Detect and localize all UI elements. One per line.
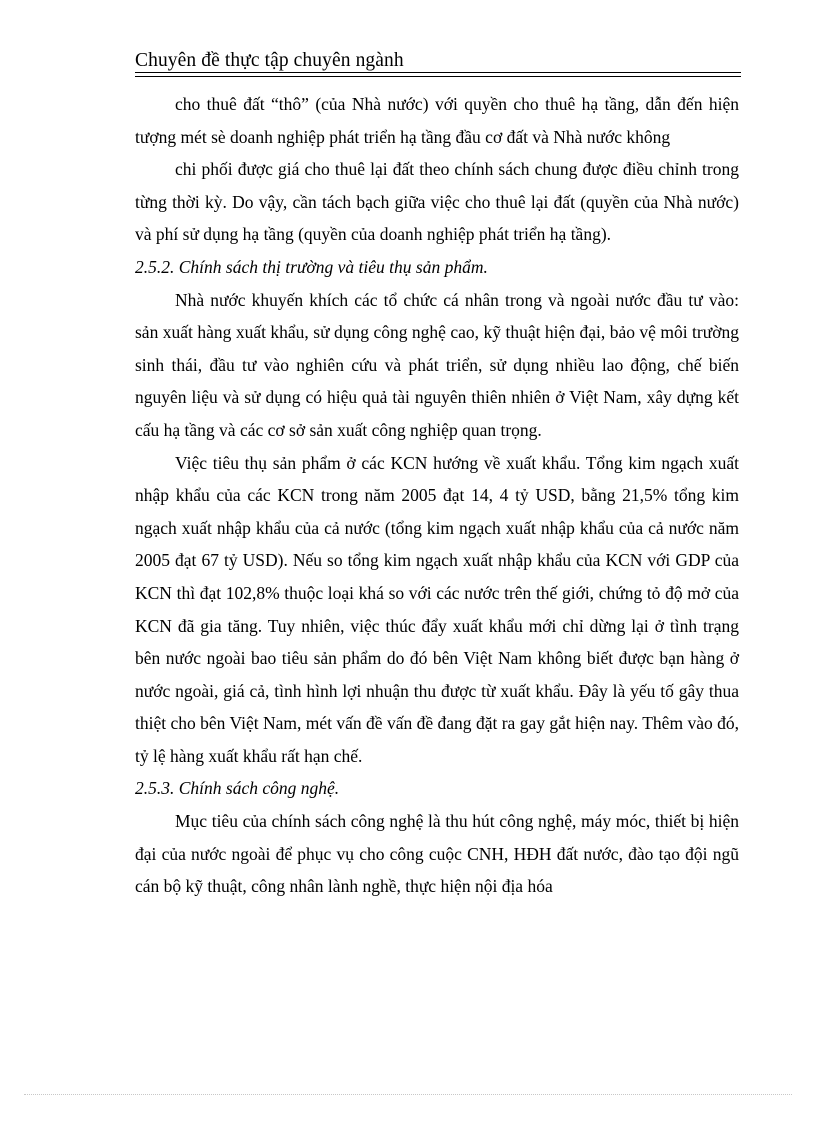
paragraph-3: Nhà nước khuyến khích các tổ chức cá nhân trong và ngoài nước đầu tư vào: sản xuất hàng xuất khẩu, sử dụng công nghệ cao, kỹ thuật hiện đại, bảo vệ môi trường sinh thái, đầu tư vào nghiên cứu và phát triển, sử dụng nhiều lao động, chế biến nguyên liệu và sử dụng có hiệu quả tài nguyên thiên nhiên ở Việt Nam, xây dựng kết cấu hạ tầng và các cơ sở sản xuất công nghiệp quan trọng.: [135, 289, 739, 440]
header-rule-secondary: [135, 76, 741, 77]
header-rule: [135, 72, 741, 73]
document-body: [135, 88, 739, 903]
page-bottom-border: [24, 1094, 792, 1095]
section-heading-2-5-2: 2.5.2. Chính sách thị trường và tiêu thụ sản phẩm.: [135, 256, 488, 277]
paragraph-2: chi phối được giá cho thuê lại đất theo chính sách chung được điều chỉnh trong từng thời kỳ. Do vậy, cần tách bạch giữa việc cho thuê lại đất (quyền của Nhà nước) và phí sử dụng hạ tầng (quyền của doanh nghiệp phát triển hạ tầng).: [135, 159, 739, 245]
section-heading-2-5-3: 2.5.3. Chính sách công nghệ.: [135, 778, 340, 799]
header-title: Chuyên đề thực tập chuyên ngành: [135, 50, 404, 71]
paragraph-1: cho thuê đất “thô” (của Nhà nước) với quyền cho thuê hạ tầng, dẫn đến hiện tượng mét sè doanh nghiệp phát triển hạ tầng đầu cơ đất và Nhà nước không: [135, 94, 739, 147]
page-header: [135, 48, 741, 74]
paragraph-5: Mục tiêu của chính sách công nghệ là thu hút công nghệ, máy móc, thiết bị hiện đại của nước ngoài để phục vụ cho công cuộc CNH, HĐH đất nước, đào tạo đội ngũ cán bộ kỹ thuật, công nhân lành nghề, thực hiện nội địa hóa: [135, 811, 739, 897]
paragraph-4: Việc tiêu thụ sản phẩm ở các KCN hướng về xuất khẩu. Tổng kim ngạch xuất nhập khẩu của các KCN trong năm 2005 đạt 14, 4 tỷ USD, bằng 21,5% tổng kim ngạch xuất nhập khẩu của cả nước (tổng kim ngạch xuất nhập khẩu của cả nước năm 2005 đạt 67 tỷ USD). Nếu so tổng kim ngạch xuất nhập khẩu của KCN với GDP của KCN thì đạt 102,8% thuộc loại khá so với các nước trên thế giới, chứng tỏ độ mở của KCN đã gia tăng. Tuy nhiên, việc thúc đẩy xuất khẩu mới chỉ dừng lại ở tình trạng bên nước ngoài bao tiêu sản phẩm do đó bên Việt Nam không biết được bạn hàng ở nước ngoài, giá cả, tình hình lợi nhuận thu được từ xuất khẩu. Đây là yếu tố gây thua thiệt cho bên Việt Nam, mét vấn đề vấn đề đang đặt ra gay gắt hiện nay. Thêm vào đó, tỷ lệ hàng xuất khẩu rất hạn chế.: [135, 452, 739, 766]
